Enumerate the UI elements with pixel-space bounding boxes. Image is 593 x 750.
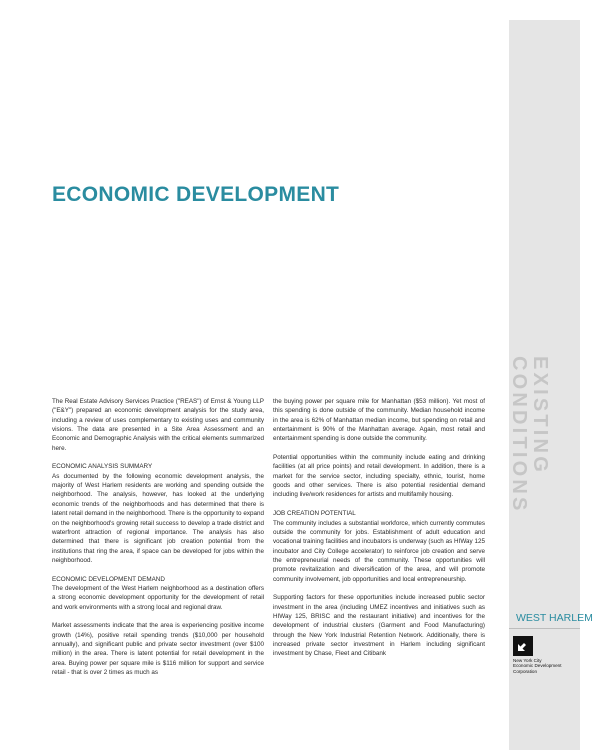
section-heading-line-1: EXISTING — [529, 356, 551, 475]
summary-heading: ECONOMIC ANALYSIS SUMMARY — [52, 463, 153, 471]
logo-line: Corporation — [513, 668, 538, 674]
section-tab — [504, 356, 551, 514]
logo-line: New York City — [513, 658, 542, 663]
market-paragraph: Market assessments indicate that the area is experiencing positive income growth (14%), positive retail spending trends ($10,000 per household annually), and significant public and private sector investment (over $100 million) in the area. There is latent potential for retail development in the area. Buying power per square mile is $116 million for support and service retail - that is over 2 times as much as — [52, 622, 264, 677]
right-column — [273, 397, 485, 668]
opportunities-paragraph: Potential opportunities within the community include eating and drinking facilities (at all price points) and retail development. In addition, there is a market for the service sector, including specialty, ethnic, tourist, home goods and other services. There is also potential residential demand including live/work residences for artists and multifamily housing. — [273, 454, 485, 499]
section-heading-line-2: CONDITIONS — [508, 356, 530, 514]
demand-heading: ECONOMIC DEVELOPMENT DEMAND — [52, 575, 165, 583]
logo-caption — [513, 658, 579, 674]
left-column — [52, 397, 264, 687]
jobs-paragraph: The community includes a substantial workforce, which currently commutes outside the community for jobs. Establishment of adult education and vocational training facilities and incubators is underway (such as HIWay 125 incubator and City College accelerator) to reinforce job creation and serve the entrepreneurial needs of the community. These opportunities will promote revitalization and diversification of the area, and will promote community involvement, job opportunities and local entrepreneurship. — [273, 519, 485, 583]
page-title: ECONOMIC DEVELOPMENT — [52, 183, 340, 206]
logo-line: Economic Development — [513, 663, 562, 669]
summary-paragraph: As documented by the following economic development analysis, the majority of West Harlem residents are working and spending outside the neighborhood. The analysis, however, has looked at the underlying economic trends of the neighborhoods and has determined that there is latent retail demand in the neighborhood. There is the opportunity to expand on the neighborhood's growing retail success to develop a trade district and waterfront attraction of regional importance. The analysis has also determined that there is significant job creation potential from the institutions that ring the area, if space can be developed for jobs within the neighborhood. — [52, 472, 264, 564]
buying-power-paragraph: the buying power per square mile for Manhattan ($53 million). Yet most of this spending is done outside of the community. Median household income in the area is 62% of Manhattan median income, but spending on retail and entertainment is 90% of the Manhattan average. Again, most retail and entertainment spending is done outside the community. — [273, 398, 485, 443]
intro-paragraph: The Real Estate Advisory Services Practice ("REAS") of Ernst & Young LLP ("E&Y") prepared an economic development analysis for the study area, including a review of uses complementary to existing uses and community visions. The data are presented in a Site Area Assessment and an Economic and Demographic Analysis with the critical elements summarized here. — [52, 398, 264, 452]
brand-label: WEST HARLEM — [516, 612, 593, 624]
supporting-paragraph: Supporting factors for these opportunities include increased public sector investment in the area (including UMEZ incentives and initiatives such as HIWay 125, BRISC and the restaurant initiative) and incentives for the development of industrial clusters (Garment and Food Manufacturing) through the New York Industrial Retention Network. Additionally, there is increased private sector investment in Harlem including significant investment by Chase, Fleet and Citibank — [273, 594, 485, 658]
demand-paragraph: The development of the West Harlem neighborhood as a destination offers a strong economic development opportunity for the development of retail and work environments with a strong local and regional draw. — [52, 584, 264, 611]
jobs-heading: JOB CREATION POTENTIAL — [273, 510, 356, 518]
brand-divider — [509, 628, 580, 629]
edc-logo-icon — [513, 636, 533, 656]
